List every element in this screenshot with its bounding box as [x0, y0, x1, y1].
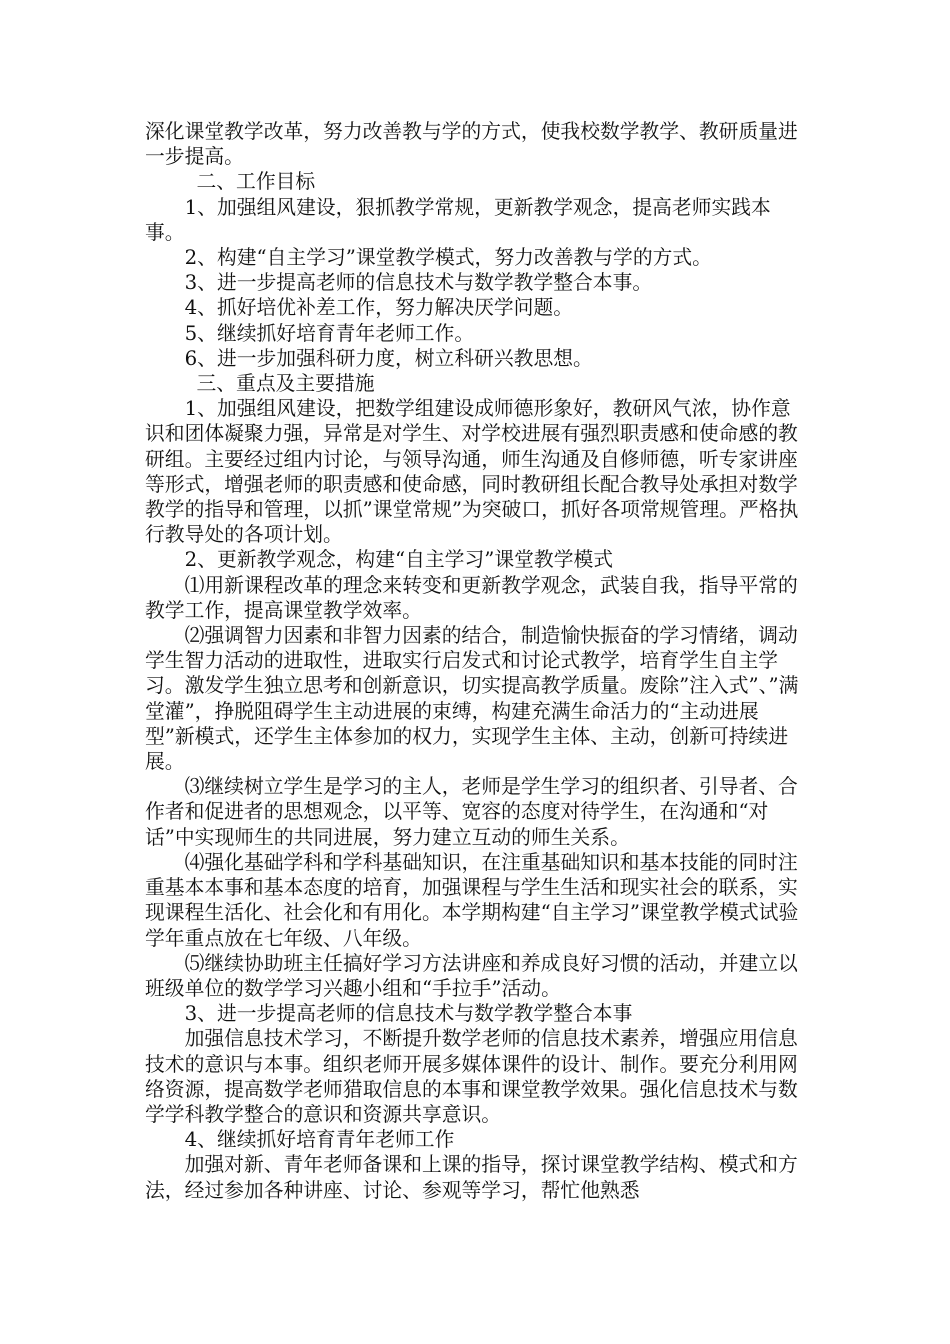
measure-subitem-4: ⑷强化基础学科和学科基础知识，在注重基础知识和基本技能的同时注重基本本事和基本态度的培育，加强课程与学生生活和现实社会的联系，实现课程生活化、社会化和有用化。本学期构建“自主学习”课堂教学模式试验学年重点放在七年级、八年级。 — [145, 850, 799, 950]
paragraph-intro-continuation: 深化课堂教学改革，努力改善教与学的方式，使我校数学教学、教研质量进一步提高。 — [145, 120, 798, 169]
measure-item-4-body: 加强对新、青年老师备课和上课的指导，探讨课堂教学结构、模式和方法，经过参加各种讲座、讨论、参观等学习，帮忙他熟悉 — [145, 1153, 798, 1202]
measure-subitem-5: ⑸继续协助班主任搞好学习方法讲座和养成良好习惯的活动，并建立以班级单位的数学学习兴趣小组和“手拉手”活动。 — [145, 951, 798, 1000]
goal-item-6: 6、进一步加强科研力度，树立科研兴教思想。 — [184, 346, 593, 370]
measure-subitem-3: ⑶继续树立学生是学习的主人，老师是学生学习的组织者、引导者、合作者和促进者的思想观念，以平等、宽容的态度对待学生，在沟通和“对话”中实现师生的共同进展，努力建立互动的师生关系。 — [145, 775, 798, 849]
measure-item-3-body: 加强信息技术学习，不断提升数学老师的信息技术素养，增强应用信息技术的意识与本事。组织老师开展多媒体课件的设计、制作。要充分利用网络资源，提高数学老师猎取信息的本事和课堂教学效果。强化信息技术与数学学科教学整合的意识和资源共享意识。 — [145, 1027, 798, 1126]
goal-item-2: 2、构建“自主学习”课堂教学模式，努力改善教与学的方式。 — [184, 246, 712, 270]
measure-item-2-heading: 2、更新教学观念，构建“自主学习”课堂教学模式 — [184, 548, 614, 572]
document-body — [145, 119, 805, 1203]
section-heading-measures: 三、重点及主要措施 — [196, 372, 375, 396]
measure-item-1: 1、加强组风建设，把数学组建设成师德形象好，教研风气浓，协作意识和团体凝聚力强，异常是对学生、对学校进展有强烈职责感和使命感的教研组。主要经过组内讨论，与领导沟通，师生沟通及自修师德，听专家讲座等形式，增强老师的职责感和使命感，同时教研组长配合教导处承担对数学教学的指导和管理，以抓”课堂常规”为突破口，抓好各项常规管理。严格执行教导处的各项计划。 — [145, 397, 799, 547]
measure-subitem-1: ⑴用新课程改革的理念来转变和更新教学观念，武装自我，指导平常的教学工作，提高课堂教学效率。 — [145, 573, 798, 622]
measure-subitem-2: ⑵强调智力因素和非智力因素的结合，制造愉快振奋的学习情绪，调动学生智力活动的进取性，进取实行启发式和讨论式教学，培育学生自主学习。激发学生独立思考和创新意识，切实提高教学质量。废除”注入式”、”满堂灌”，挣脱阻碍学生主动进展的束缚，构建充满生命活力的“主动进展型”新模式，还学生主体参加的权力，实现学生主体、主动，创新可持续进展。 — [145, 624, 799, 774]
goal-item-1: 1、加强组风建设，狠抓教学常规，更新教学观念，提高老师实践本事。 — [145, 195, 771, 244]
measure-item-3-heading: 3、进一步提高老师的信息技术与数学教学整合本事 — [184, 1002, 633, 1026]
measure-item-4-heading: 4、继续抓好培育青年老师工作 — [184, 1128, 455, 1152]
section-heading-goals: 二、工作目标 — [196, 170, 316, 194]
goal-item-5: 5、继续抓好培育青年老师工作。 — [184, 321, 475, 345]
goal-item-3: 3、进一步提高老师的信息技术与数学教学整合本事。 — [184, 271, 653, 295]
goal-item-4: 4、抓好培优补差工作，努力解决厌学问题。 — [184, 296, 574, 320]
